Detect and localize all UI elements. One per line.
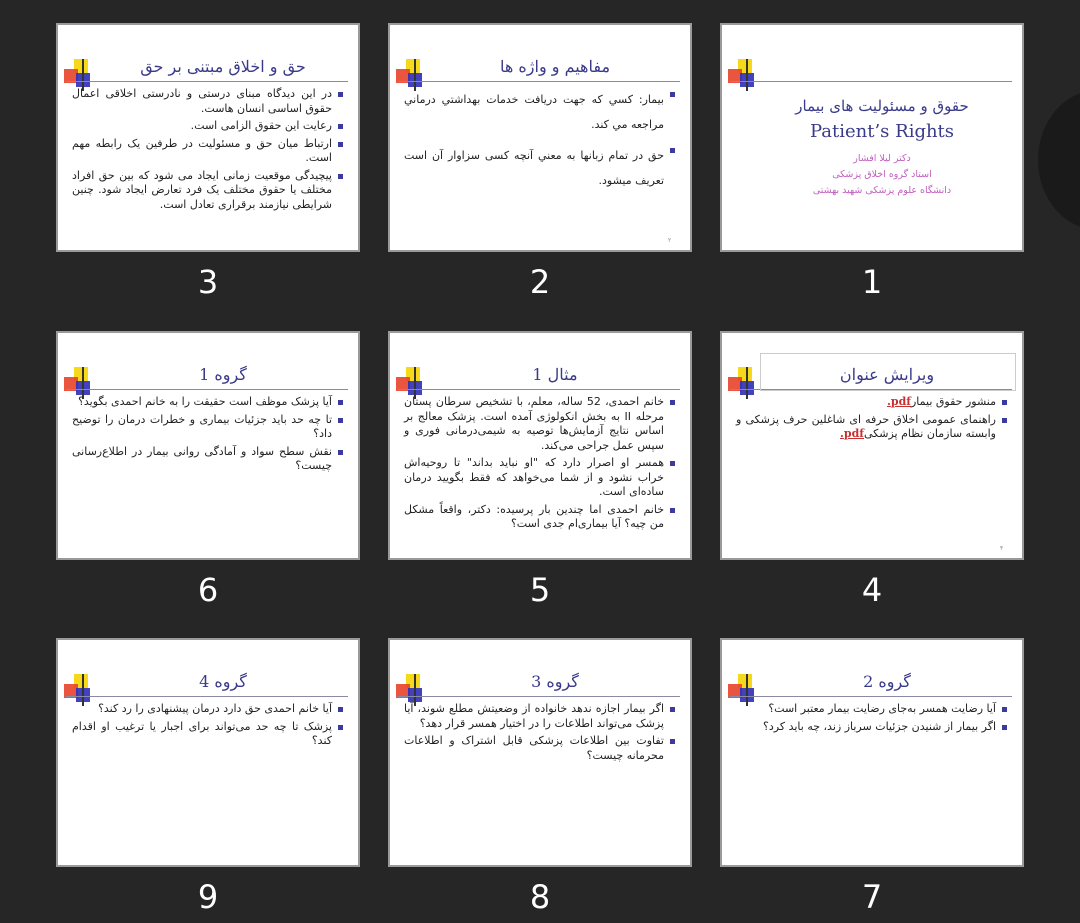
- slide-title: ویرایش عنوان: [839, 365, 935, 384]
- slide-title: گروه 3: [531, 672, 579, 691]
- slide-logo-icon: [726, 59, 760, 91]
- slide-title: گروه 1: [199, 365, 247, 384]
- pdf-link[interactable]: pdf.: [840, 427, 864, 440]
- title-rule: [398, 696, 680, 697]
- bullet-item: بیمار: کسي که جهت دریافت خدمات بهداشتي درماني مراجعه مي کند.: [404, 87, 664, 137]
- slide-title: مفاهیم و واژه ها: [499, 57, 611, 76]
- slide-number-label: 6: [197, 571, 219, 609]
- bullet-item: تا چه حد باید جزئیات بیماری و خطرات درمان را توضیح داد؟: [72, 412, 332, 440]
- bullet-item: اگر بیمار اجازه ندهد خانواده از وضعیتش مطلع شوند، آیا پزشک می‌تواند اطلاعات را در اختیار همسر قرار دهد؟: [404, 702, 664, 730]
- slide-number-label: 5: [529, 571, 551, 609]
- slide-thumbnail-9[interactable]: [56, 638, 360, 867]
- slide-title: گروه 4: [199, 672, 247, 691]
- title-rule: [66, 81, 348, 82]
- slide-thumbnail-3[interactable]: [56, 23, 360, 252]
- slide-number-label: 2: [529, 263, 551, 301]
- page-mark: ۴: [1000, 545, 1004, 552]
- bullet-item: خانم احمدی، 52 ساله، معلم، با تشخیص سرطان پستان مرحله II به بخش انکولوژی آمده است. پزشک معالج بر اساس نتایج آزمایش‌ها توصیه به شیمی‌درمانی فوری و سپس عمل جراحی می‌کند.: [404, 395, 664, 452]
- bullet-item: اگر بیمار از شنیدن جزئیات سرباز زند، چه باید کرد؟: [736, 720, 996, 735]
- slide-number-label: 9: [197, 878, 219, 916]
- slide-number-label: 3: [197, 263, 219, 301]
- title-rule: [730, 81, 1012, 82]
- org-line: دانشگاه علوم پزشکی شهید بهشتی: [812, 185, 952, 196]
- slide-number-label: 1: [861, 263, 883, 301]
- bullet-item: آیا پزشک موظف است حقیقت را به خانم احمدی بگوید؟: [72, 395, 332, 410]
- title-rule: [730, 696, 1012, 697]
- slide-thumbnail-4[interactable]: [720, 331, 1024, 560]
- slide-body: [404, 87, 676, 244]
- bullet-item: پزشک تا چه حد می‌تواند برای اجبار یا ترغیب او اقدام کند؟: [72, 719, 332, 747]
- slide-body: [404, 395, 676, 552]
- bullet-item: خانم احمدی اما چندین بار پرسیده: دکتر، واقعاً مشکل من چیه؟ آیا بیماری‌ام جدی است؟: [404, 502, 664, 530]
- slide-body: [72, 395, 344, 552]
- bullet-item: پیچیدگی موقعیت زمانی ایجاد می شود که بین حق افراد مختلف یا حقوق مختلف یک فرد تعارض ایجاد شود. چنین شرایطی نیازمند برقراری تعادل است.: [72, 168, 332, 211]
- bullet-item: حق در تمام زبانها به معني آنچه کسی سزاوار آن است تعریف میشود.: [404, 143, 664, 193]
- bullet-item: رعایت این حقوق الزامی است.: [72, 119, 332, 134]
- slide-thumbnail-5[interactable]: [388, 331, 692, 560]
- author-line: دکتر لیلا افشار: [853, 153, 911, 164]
- slide-body: [404, 702, 676, 859]
- slide-thumbnail-2[interactable]: [388, 23, 692, 252]
- slide-title: حق و اخلاق مبتنی بر حق: [140, 57, 306, 76]
- bullet-item: منشور حقوق بیمارpdf.: [736, 395, 996, 410]
- bullet-item: آیا خانم احمدی حق دارد درمان پیشنهادی را رد کند؟: [72, 702, 332, 717]
- slide-body: [72, 87, 344, 244]
- title-rule: [398, 81, 680, 82]
- slide-thumbnail-7[interactable]: [720, 638, 1024, 867]
- slide-title: گروه 2: [863, 672, 911, 691]
- slide-number-label: 8: [529, 878, 551, 916]
- slide-thumbnail-1[interactable]: [720, 23, 1024, 252]
- slide-body: [736, 395, 1008, 552]
- slide-thumbnail-8[interactable]: [388, 638, 692, 867]
- slide-title-en: Patient’s Rights: [809, 121, 955, 142]
- page-mark: ۲: [668, 237, 672, 244]
- bullet-item: همسر او اصرار دارد که "او نباید بداند" تا روحیه‌اش خراب نشود و از شما می‌خواهد که فقط بگویید درمان ساده‌ای است.: [404, 456, 664, 498]
- pdf-link[interactable]: pdf.: [887, 395, 911, 408]
- slide-title: حقوق و مسئولیت های بیمار: [795, 97, 969, 115]
- title-rule: [66, 389, 348, 390]
- slide-title: مثال 1: [532, 365, 578, 384]
- bullet-item: در این دیدگاه مبنای درستی و نادرستی اخلاقی اعمال حقوق اساسی انسان هاست.: [72, 87, 332, 115]
- title-rule: [398, 389, 680, 390]
- side-panel-edge: [1038, 90, 1080, 230]
- title-rule: [66, 696, 348, 697]
- slide-number-label: 4: [861, 571, 883, 609]
- role-line: استاد گروه اخلاق پزشکی: [832, 169, 932, 180]
- bullet-item: تفاوت بین اطلاعات پزشکی قابل اشتراک و اطلاعات محرمانه چیست؟: [404, 734, 664, 762]
- slide-body: [736, 702, 1008, 859]
- bullet-item: راهنمای عمومی اخلاق حرفه ای شاغلین حرف پزشکی و وابسته سازمان نظام پزشکیpdf.: [736, 412, 996, 440]
- bullet-item: ارتباط میان حق و مسئولیت در طرفین یک رابطه مهم است.: [72, 136, 332, 164]
- bullet-item: آیا رضایت همسر به‌جای رضایت بیمار معتبر است؟: [736, 702, 996, 717]
- slide-thumbnail-6[interactable]: [56, 331, 360, 560]
- slide-number-label: 7: [861, 878, 883, 916]
- slide-body: [72, 702, 344, 859]
- bullet-item: نقش سطح سواد و آمادگی روانی بیمار در اطلاع‌رسانی چیست؟: [72, 444, 332, 472]
